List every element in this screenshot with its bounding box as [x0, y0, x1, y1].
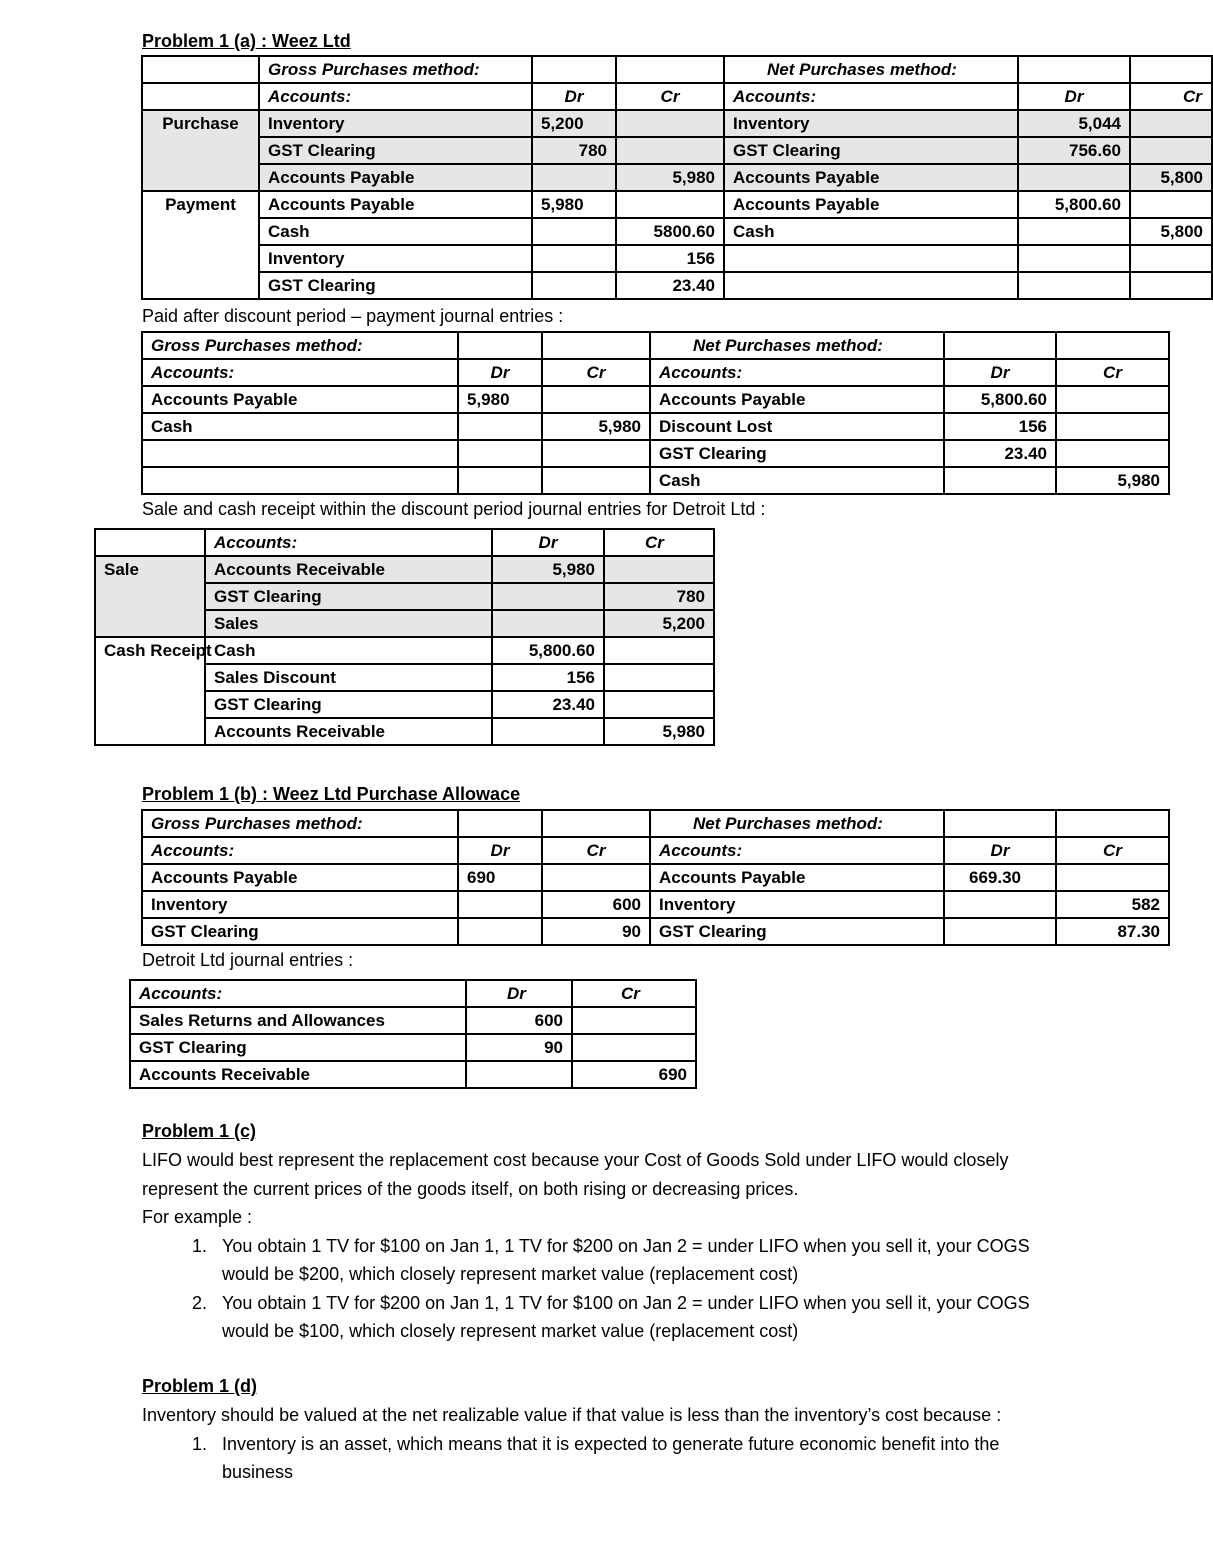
net-method-title: Net Purchases method:	[650, 332, 944, 359]
account-cell	[724, 272, 1018, 299]
account-cell: GST Clearing	[259, 137, 532, 164]
account-cell: Inventory	[259, 110, 532, 137]
debit-cell: 5,980	[492, 556, 604, 583]
credit-cell	[1130, 137, 1212, 164]
account-cell: GST Clearing	[205, 691, 492, 718]
problem-1d-section	[142, 1401, 1042, 1487]
debit-cell	[458, 891, 542, 918]
problem-1c-paragraph: LIFO would best represent the replacement cost because your Cost of Goods Sold under LIFO would closely represent the current prices of the goods itself, on both rising or decreasing prices.	[142, 1150, 1009, 1199]
credit-cell: 5,800	[1130, 164, 1212, 191]
accounts-header: Accounts:	[650, 359, 944, 386]
dr-header: Dr	[466, 980, 572, 1007]
credit-cell	[1130, 191, 1212, 218]
credit-cell: 87.30	[1056, 918, 1169, 945]
cr-header: Cr	[616, 83, 724, 110]
debit-cell: 23.40	[944, 440, 1056, 467]
debit-cell	[532, 218, 616, 245]
accounts-header: Accounts:	[259, 83, 532, 110]
accounts-header: Accounts:	[130, 980, 466, 1007]
debit-cell: 23.40	[492, 691, 604, 718]
account-cell: Accounts Payable	[259, 164, 532, 191]
account-cell: Inventory	[650, 891, 944, 918]
problem-1c-section	[142, 1146, 1042, 1346]
dr-header: Dr	[944, 837, 1056, 864]
credit-cell	[1130, 245, 1212, 272]
problem-1d-paragraph: Inventory should be valued at the net realizable value if that value is less than the inventory’s cost because :	[142, 1405, 1002, 1425]
account-cell: Cash	[650, 467, 944, 494]
account-cell: Accounts Payable	[259, 191, 532, 218]
credit-cell: 5,980	[1056, 467, 1169, 494]
gross-method-title: Gross Purchases method:	[259, 56, 532, 83]
debit-cell	[944, 918, 1056, 945]
credit-cell: 600	[542, 891, 650, 918]
example-list	[142, 1232, 1042, 1346]
credit-cell: 23.40	[616, 272, 724, 299]
debit-cell: 5,200	[532, 110, 616, 137]
problem-1c-heading: Problem 1 (c)	[142, 1121, 257, 1141]
account-cell: Inventory	[259, 245, 532, 272]
account-cell: Cash	[724, 218, 1018, 245]
debit-cell: 5,800.60	[944, 386, 1056, 413]
net-method-title: Net Purchases method:	[724, 56, 1018, 83]
accounts-header: Accounts:	[142, 837, 458, 864]
gross-method-title: Gross Purchases method:	[142, 810, 458, 837]
account-cell: Accounts Receivable	[130, 1061, 466, 1088]
debit-cell	[1018, 218, 1130, 245]
debit-cell	[1018, 245, 1130, 272]
accounts-header: Accounts:	[650, 837, 944, 864]
purchase-row-label: Purchase	[142, 110, 259, 191]
account-cell: Inventory	[142, 891, 458, 918]
debit-cell	[532, 272, 616, 299]
cash-receipt-row-label: Cash Receipt	[95, 637, 205, 745]
detroit-sale-caption: Sale and cash receipt within the discount period journal entries for Detroit Ltd :	[142, 499, 766, 519]
accounts-header: Accounts:	[724, 83, 1018, 110]
sale-row-label: Sale	[95, 556, 205, 637]
account-cell: Accounts Payable	[650, 386, 944, 413]
accounts-header: Accounts:	[205, 529, 492, 556]
account-cell: Accounts Receivable	[205, 556, 492, 583]
account-cell: Cash	[259, 218, 532, 245]
dr-header: Dr	[458, 359, 542, 386]
credit-cell: 156	[616, 245, 724, 272]
account-cell: GST Clearing	[650, 440, 944, 467]
after-discount-payment-table	[141, 331, 1170, 495]
credit-cell	[1130, 272, 1212, 299]
list-item: 1. You obtain 1 TV for $100 on Jan 1, 1 TV for $200 on Jan 2 = under LIFO when you sell it, your COGS would be $200, which closely represent market value (replacement cost)	[212, 1232, 1042, 1289]
debit-cell: 780	[532, 137, 616, 164]
account-cell: Cash	[142, 413, 458, 440]
dr-header: Dr	[532, 83, 616, 110]
debit-cell: 156	[492, 664, 604, 691]
account-cell	[142, 440, 458, 467]
account-cell: Discount Lost	[650, 413, 944, 440]
credit-cell	[1056, 386, 1169, 413]
debit-cell	[1018, 272, 1130, 299]
account-cell: GST Clearing	[130, 1034, 466, 1061]
credit-cell	[542, 386, 650, 413]
account-cell: Accounts Payable	[142, 864, 458, 891]
debit-cell	[1018, 164, 1130, 191]
credit-cell	[616, 137, 724, 164]
cr-header: Cr	[1130, 83, 1212, 110]
debit-cell: 690	[458, 864, 542, 891]
purchase-allowance-table	[141, 809, 1170, 946]
cr-header: Cr	[542, 837, 650, 864]
credit-cell: 5800.60	[616, 218, 724, 245]
gross-method-title: Gross Purchases method:	[142, 332, 458, 359]
example-label: For example :	[142, 1207, 253, 1227]
credit-cell: 5,200	[604, 610, 714, 637]
debit-cell	[458, 918, 542, 945]
credit-cell: 5,980	[616, 164, 724, 191]
account-cell: Sales Discount	[205, 664, 492, 691]
dr-header: Dr	[1018, 83, 1130, 110]
account-cell: GST Clearing	[724, 137, 1018, 164]
account-cell: Accounts Payable	[142, 386, 458, 413]
cr-header: Cr	[1056, 359, 1169, 386]
credit-cell	[572, 1034, 696, 1061]
cr-header: Cr	[542, 359, 650, 386]
list-item: 1. Inventory is an asset, which means that it is expected to generate future economic benefit into the business	[212, 1430, 1042, 1487]
payment-row-label: Payment	[142, 191, 259, 299]
debit-cell	[532, 245, 616, 272]
credit-cell	[604, 691, 714, 718]
credit-cell	[1130, 110, 1212, 137]
account-cell: Cash	[205, 637, 492, 664]
credit-cell	[542, 440, 650, 467]
credit-cell	[572, 1007, 696, 1034]
credit-cell: 582	[1056, 891, 1169, 918]
net-method-title: Net Purchases method:	[650, 810, 944, 837]
debit-cell	[458, 413, 542, 440]
account-cell	[724, 245, 1018, 272]
purchase-payment-journal-table	[141, 55, 1213, 300]
debit-cell	[492, 718, 604, 745]
credit-cell	[616, 110, 724, 137]
list-item: 2. You obtain 1 TV for $200 on Jan 1, 1 TV for $100 on Jan 2 = under LIFO when you sell it, your COGS would be $100, which closely represent market value (replacement cost)	[212, 1289, 1042, 1346]
problem-1d-heading: Problem 1 (d)	[142, 1376, 258, 1396]
debit-cell: 756.60	[1018, 137, 1130, 164]
debit-cell: 5,980	[458, 386, 542, 413]
debit-cell: 669.30	[944, 864, 1056, 891]
account-cell: Accounts Payable	[650, 864, 944, 891]
credit-cell: 90	[542, 918, 650, 945]
account-cell: Sales Returns and Allowances	[130, 1007, 466, 1034]
debit-cell: 156	[944, 413, 1056, 440]
debit-cell: 600	[466, 1007, 572, 1034]
credit-cell: 690	[572, 1061, 696, 1088]
account-cell: Inventory	[724, 110, 1018, 137]
cr-header: Cr	[572, 980, 696, 1007]
account-cell: GST Clearing	[259, 272, 532, 299]
debit-cell: 5,800.60	[492, 637, 604, 664]
detroit-sale-receipt-table	[94, 528, 715, 746]
credit-cell	[1056, 413, 1169, 440]
account-cell: Sales	[205, 610, 492, 637]
problem-1b-heading: Problem 1 (b) : Weez Ltd Purchase Allowace	[142, 784, 521, 804]
account-cell: GST Clearing	[650, 918, 944, 945]
dr-header: Dr	[458, 837, 542, 864]
debit-cell	[492, 583, 604, 610]
debit-cell	[944, 467, 1056, 494]
credit-cell	[542, 864, 650, 891]
debit-cell: 5,044	[1018, 110, 1130, 137]
cr-header: Cr	[604, 529, 714, 556]
detroit-journal-caption: Detroit Ltd journal entries :	[142, 950, 354, 970]
debit-cell	[944, 891, 1056, 918]
credit-cell	[1056, 440, 1169, 467]
dr-header: Dr	[492, 529, 604, 556]
credit-cell	[542, 467, 650, 494]
credit-cell	[604, 556, 714, 583]
credit-cell: 5,800	[1130, 218, 1212, 245]
reason-list	[142, 1430, 1042, 1487]
account-cell: Accounts Payable	[724, 191, 1018, 218]
debit-cell: 90	[466, 1034, 572, 1061]
account-cell: Accounts Receivable	[205, 718, 492, 745]
credit-cell	[616, 191, 724, 218]
accounts-header: Accounts:	[142, 359, 458, 386]
credit-cell: 780	[604, 583, 714, 610]
credit-cell: 5,980	[542, 413, 650, 440]
account-cell: GST Clearing	[142, 918, 458, 945]
debit-cell	[492, 610, 604, 637]
debit-cell	[532, 164, 616, 191]
detroit-allowance-table	[129, 979, 697, 1089]
debit-cell	[458, 467, 542, 494]
credit-cell: 5,980	[604, 718, 714, 745]
credit-cell	[604, 637, 714, 664]
debit-cell: 5,980	[532, 191, 616, 218]
debit-cell	[466, 1061, 572, 1088]
account-cell: GST Clearing	[205, 583, 492, 610]
account-cell: Accounts Payable	[724, 164, 1018, 191]
debit-cell	[458, 440, 542, 467]
cr-header: Cr	[1056, 837, 1169, 864]
problem-1a-heading: Problem 1 (a) : Weez Ltd	[142, 31, 351, 51]
dr-header: Dr	[944, 359, 1056, 386]
debit-cell: 5,800.60	[1018, 191, 1130, 218]
after-discount-caption: Paid after discount period – payment journal entries :	[142, 306, 564, 326]
credit-cell	[604, 664, 714, 691]
credit-cell	[1056, 864, 1169, 891]
account-cell	[142, 467, 458, 494]
